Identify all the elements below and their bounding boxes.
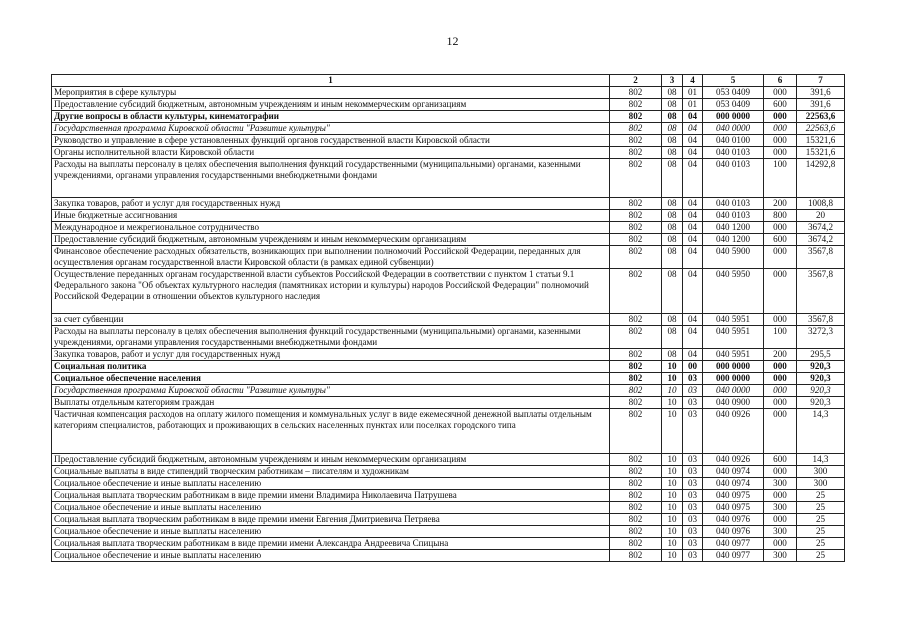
table-row [52,550,845,562]
cell-target-article: 040 0103 [703,210,764,222]
cell-section: 08 [662,326,683,349]
cell-target-article: 040 0103 [703,198,764,210]
cell-expense-type: 000 [764,373,797,385]
cell-subsection: 04 [683,349,703,361]
cell-name: Расходы на выплаты персоналу в целях обеспечения выполнения функций государственными (муниципальными) органами, казенными учреждениями, органами управления государственными внебюджетными фондами [52,159,610,198]
cell-target-article: 040 0900 [703,397,764,409]
cell-section: 08 [662,246,683,269]
cell-amount: 20 [797,210,845,222]
cell-expense-type: 000 [764,514,797,526]
cell-subsection: 04 [683,111,703,123]
cell-admin-code: 802 [610,385,662,397]
cell-target-article: 040 0926 [703,409,764,454]
cell-amount: 920,3 [797,361,845,373]
table-row [52,514,845,526]
cell-subsection: 01 [683,87,703,99]
cell-target-article: 040 1200 [703,234,764,246]
cell-target-article: 053 0409 [703,87,764,99]
cell-name: Социальная политика [52,361,610,373]
cell-section: 08 [662,111,683,123]
cell-section: 08 [662,234,683,246]
cell-admin-code: 802 [610,246,662,269]
cell-subsection: 03 [683,538,703,550]
cell-expense-type: 000 [764,111,797,123]
cell-admin-code: 802 [610,373,662,385]
cell-target-article: 040 0926 [703,454,764,466]
cell-subsection: 01 [683,99,703,111]
cell-section: 10 [662,397,683,409]
cell-section: 10 [662,538,683,550]
cell-name: Иные бюджетные ассигнования [52,210,610,222]
cell-amount: 3567,8 [797,246,845,269]
cell-admin-code: 802 [610,159,662,198]
cell-amount: 1008,8 [797,198,845,210]
cell-expense-type: 000 [764,87,797,99]
cell-section: 10 [662,478,683,490]
column-header-3: 3 [662,75,683,87]
cell-section: 08 [662,147,683,159]
budget-table [51,74,845,562]
table-row [52,269,845,314]
cell-target-article: 040 1200 [703,222,764,234]
cell-name: Государственная программа Кировской области "Развитие культуры" [52,123,610,135]
cell-amount: 15321,6 [797,147,845,159]
cell-expense-type: 000 [764,147,797,159]
cell-section: 10 [662,550,683,562]
cell-expense-type: 000 [764,222,797,234]
cell-section: 08 [662,123,683,135]
cell-expense-type: 600 [764,454,797,466]
cell-expense-type: 000 [764,538,797,550]
table-row [52,123,845,135]
cell-amount: 3567,8 [797,269,845,314]
table-row [52,135,845,147]
cell-expense-type: 000 [764,361,797,373]
cell-section: 10 [662,385,683,397]
table-row [52,409,845,454]
cell-amount: 391,6 [797,99,845,111]
cell-section: 08 [662,349,683,361]
cell-target-article: 040 0000 [703,385,764,397]
cell-subsection: 03 [683,466,703,478]
cell-amount: 25 [797,550,845,562]
cell-amount: 3674,2 [797,234,845,246]
table-row [52,198,845,210]
cell-name: Социальная выплата творческим работникам в виде премии имени Евгения Дмитриевича Петряева [52,514,610,526]
cell-name: Руководство и управление в сфере установленных функций органов государственной власти Кировской области [52,135,610,147]
cell-subsection: 00 [683,361,703,373]
cell-admin-code: 802 [610,147,662,159]
table-row [52,326,845,349]
cell-target-article: 040 0975 [703,490,764,502]
cell-section: 08 [662,135,683,147]
table-row [52,373,845,385]
cell-subsection: 03 [683,397,703,409]
cell-target-article: 040 0974 [703,466,764,478]
cell-target-article: 040 5900 [703,246,764,269]
cell-admin-code: 802 [610,397,662,409]
cell-amount: 920,3 [797,373,845,385]
cell-admin-code: 802 [610,234,662,246]
cell-subsection: 04 [683,326,703,349]
cell-expense-type: 800 [764,210,797,222]
cell-name: Закупка товаров, работ и услуг для государственных нужд [52,198,610,210]
cell-amount: 25 [797,538,845,550]
cell-target-article: 040 0100 [703,135,764,147]
cell-expense-type: 000 [764,397,797,409]
cell-amount: 920,3 [797,397,845,409]
cell-subsection: 04 [683,198,703,210]
table-row [52,99,845,111]
cell-section: 10 [662,361,683,373]
cell-name: Социальная выплата творческим работникам в виде премии имени Владимира Николаевича Патрушева [52,490,610,502]
cell-admin-code: 802 [610,538,662,550]
table-row [52,490,845,502]
cell-target-article: 000 0000 [703,361,764,373]
cell-section: 10 [662,526,683,538]
cell-name: Социальная выплата творческим работникам в виде премии имени Александра Андреевича Спицына [52,538,610,550]
cell-section: 08 [662,210,683,222]
cell-target-article: 053 0409 [703,99,764,111]
cell-name: Социальное обеспечение и иные выплаты населению [52,478,610,490]
cell-subsection: 04 [683,246,703,269]
cell-amount: 22563,6 [797,111,845,123]
cell-name: Социальные выплаты в виде стипендий творческим работникам – писателям и художникам [52,466,610,478]
cell-expense-type: 100 [764,159,797,198]
cell-subsection: 03 [683,526,703,538]
cell-name: Расходы на выплаты персоналу в целях обеспечения выполнения функций государственными (муниципальными) органами, казенными учреждениями, органами управления государственными внебюджетными фондами [52,326,610,349]
header-row [52,75,845,87]
cell-expense-type: 000 [764,314,797,326]
cell-amount: 391,6 [797,87,845,99]
table-row [52,478,845,490]
cell-expense-type: 200 [764,198,797,210]
column-header-2: 2 [610,75,662,87]
cell-section: 08 [662,269,683,314]
cell-subsection: 04 [683,135,703,147]
cell-subsection: 03 [683,409,703,454]
cell-name: Предоставление субсидий бюджетным, автономным учреждениям и иным некоммерческим организациям [52,454,610,466]
cell-expense-type: 100 [764,326,797,349]
cell-admin-code: 802 [610,222,662,234]
cell-subsection: 03 [683,454,703,466]
cell-admin-code: 802 [610,135,662,147]
cell-amount: 920,3 [797,385,845,397]
table-row [52,87,845,99]
cell-subsection: 03 [683,373,703,385]
cell-subsection: 04 [683,269,703,314]
cell-section: 08 [662,87,683,99]
cell-subsection: 04 [683,222,703,234]
table-row [52,385,845,397]
cell-name: Закупка товаров, работ и услуг для государственных нужд [52,349,610,361]
cell-target-article: 000 0000 [703,111,764,123]
cell-section: 08 [662,99,683,111]
table-row [52,361,845,373]
cell-admin-code: 802 [610,502,662,514]
table-row [52,159,845,198]
cell-name: Социальное обеспечение и иные выплаты населению [52,526,610,538]
cell-name: Частичная компенсация расходов на оплату жилого помещения и коммунальных услуг в виде ежемесячной денежной выплаты отдельным категориям специалистов, работающих и проживающих в сельских населенных пунктах или поселках городского типа [52,409,610,454]
cell-amount: 3567,8 [797,314,845,326]
column-header-7: 7 [797,75,845,87]
cell-admin-code: 802 [610,526,662,538]
cell-target-article: 040 0974 [703,478,764,490]
table-row [52,538,845,550]
cell-section: 10 [662,466,683,478]
cell-admin-code: 802 [610,99,662,111]
cell-admin-code: 802 [610,349,662,361]
cell-target-article: 040 5950 [703,269,764,314]
table-row [52,147,845,159]
cell-subsection: 03 [683,514,703,526]
table-row [52,397,845,409]
cell-subsection: 04 [683,314,703,326]
cell-target-article: 040 0103 [703,147,764,159]
cell-name: Государственная программа Кировской области "Развитие культуры" [52,385,610,397]
cell-admin-code: 802 [610,326,662,349]
table-row [52,502,845,514]
cell-expense-type: 300 [764,478,797,490]
cell-target-article: 040 0976 [703,514,764,526]
cell-admin-code: 802 [610,111,662,123]
cell-subsection: 04 [683,210,703,222]
cell-admin-code: 802 [610,123,662,135]
cell-admin-code: 802 [610,409,662,454]
cell-admin-code: 802 [610,466,662,478]
cell-amount: 14,3 [797,454,845,466]
cell-amount: 15321,6 [797,135,845,147]
cell-name: Другие вопросы в области культуры, кинематографии [52,111,610,123]
cell-target-article: 040 5951 [703,349,764,361]
table-row [52,466,845,478]
cell-subsection: 04 [683,159,703,198]
cell-admin-code: 802 [610,361,662,373]
cell-amount: 300 [797,466,845,478]
cell-section: 10 [662,502,683,514]
cell-expense-type: 000 [764,135,797,147]
cell-name: Выплаты отдельным категориям граждан [52,397,610,409]
cell-amount: 25 [797,526,845,538]
cell-expense-type: 300 [764,526,797,538]
cell-target-article: 040 0977 [703,538,764,550]
cell-expense-type: 000 [764,466,797,478]
cell-name: Международное и межрегиональное сотрудничество [52,222,610,234]
cell-target-article: 040 0000 [703,123,764,135]
cell-amount: 22563,6 [797,123,845,135]
page-number: 12 [446,34,459,48]
table-row [52,222,845,234]
cell-name: Органы исполнительной власти Кировской области [52,147,610,159]
cell-amount: 25 [797,490,845,502]
cell-admin-code: 802 [610,490,662,502]
cell-target-article: 040 0977 [703,550,764,562]
cell-target-article: 000 0000 [703,373,764,385]
cell-amount: 3674,2 [797,222,845,234]
cell-name: Осуществление переданных органам государственной власти субъектов Российской Федерации в соответствии с пунктом 1 статьи 9.1 Федерального закона "Об объектах культурного наследия (памятниках истории и культуры) народов Российской Федерации" полномочий Российской Федерации в отношении объектов культурного наследия [52,269,610,314]
cell-section: 08 [662,314,683,326]
table-row [52,111,845,123]
cell-expense-type: 000 [764,246,797,269]
cell-amount: 300 [797,478,845,490]
cell-subsection: 04 [683,123,703,135]
cell-expense-type: 000 [764,385,797,397]
cell-admin-code: 802 [610,478,662,490]
column-header-6: 6 [764,75,797,87]
cell-admin-code: 802 [610,454,662,466]
cell-section: 08 [662,222,683,234]
cell-name: Социальное обеспечение населения [52,373,610,385]
cell-subsection: 04 [683,234,703,246]
cell-subsection: 03 [683,490,703,502]
cell-section: 10 [662,373,683,385]
cell-target-article: 040 0103 [703,159,764,198]
cell-admin-code: 802 [610,550,662,562]
cell-target-article: 040 5951 [703,326,764,349]
table-row [52,210,845,222]
table-row [52,454,845,466]
cell-admin-code: 802 [610,514,662,526]
cell-target-article: 040 0976 [703,526,764,538]
cell-name: Финансовое обеспечение расходных обязательств, возникающих при выполнении полномочий Российской Федерации, переданных для осуществления органам государственной власти Кировской области (в рамках единой субвенции) [52,246,610,269]
column-header-4: 4 [683,75,703,87]
cell-subsection: 03 [683,502,703,514]
table-row [52,526,845,538]
cell-name: Предоставление субсидий бюджетным, автономным учреждениям и иным некоммерческим организациям [52,234,610,246]
cell-subsection: 04 [683,147,703,159]
cell-expense-type: 000 [764,490,797,502]
column-header-1: 1 [52,75,610,87]
cell-name: Мероприятия в сфере культуры [52,87,610,99]
cell-name: Социальное обеспечение и иные выплаты населению [52,550,610,562]
cell-amount: 25 [797,502,845,514]
cell-amount: 25 [797,514,845,526]
cell-subsection: 03 [683,478,703,490]
cell-admin-code: 802 [610,87,662,99]
table-row [52,246,845,269]
cell-section: 08 [662,159,683,198]
cell-amount: 14292,8 [797,159,845,198]
cell-expense-type: 000 [764,123,797,135]
cell-admin-code: 802 [610,314,662,326]
cell-target-article: 040 0975 [703,502,764,514]
table-body [52,75,845,562]
cell-amount: 14,3 [797,409,845,454]
cell-name: Социальное обеспечение и иные выплаты населению [52,502,610,514]
cell-expense-type: 200 [764,349,797,361]
cell-subsection: 03 [683,385,703,397]
cell-name: за счет субвенции [52,314,610,326]
cell-amount: 3272,3 [797,326,845,349]
cell-section: 08 [662,198,683,210]
table-row [52,314,845,326]
cell-expense-type: 000 [764,269,797,314]
cell-section: 10 [662,514,683,526]
cell-expense-type: 000 [764,409,797,454]
cell-section: 10 [662,454,683,466]
cell-section: 10 [662,409,683,454]
cell-admin-code: 802 [610,269,662,314]
cell-expense-type: 300 [764,502,797,514]
table-row [52,234,845,246]
cell-subsection: 03 [683,550,703,562]
table-row [52,349,845,361]
cell-amount: 295,5 [797,349,845,361]
column-header-5: 5 [703,75,764,87]
cell-name: Предоставление субсидий бюджетным, автономным учреждениям и иным некоммерческим организациям [52,99,610,111]
cell-admin-code: 802 [610,210,662,222]
cell-expense-type: 600 [764,234,797,246]
cell-admin-code: 802 [610,198,662,210]
cell-section: 10 [662,490,683,502]
cell-expense-type: 600 [764,99,797,111]
cell-expense-type: 300 [764,550,797,562]
cell-target-article: 040 5951 [703,314,764,326]
